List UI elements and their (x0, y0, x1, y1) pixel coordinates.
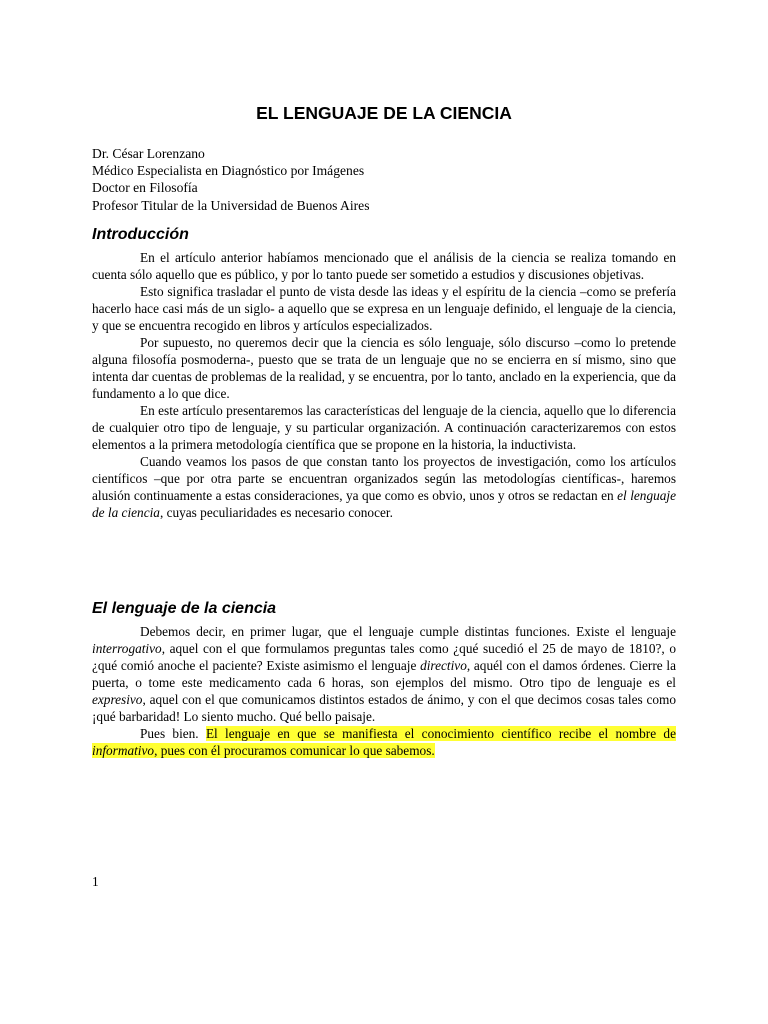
text-run: Debemos decir, en primer lugar, que el lenguaje cumple distintas funciones. Existe el lenguaje (140, 624, 676, 639)
emphasis-text: el lenguaje de la ciencia (92, 488, 676, 520)
author-block (92, 145, 676, 214)
author-degree: Doctor en Filosofía (92, 180, 198, 196)
paragraph (92, 725, 676, 759)
text-run: El lenguaje en que se manifiesta el conocimiento científico recibe el nombre de (205, 726, 676, 741)
section-lenguaje-ciencia (92, 623, 676, 759)
text-run: , aquel con el que comunicamos distintos estados de ánimo, y con el que decimos cosas tales como ¡qué barbaridad! Lo siento mucho. Qué bello paisaje. (92, 692, 676, 724)
emphasis-text: informativo (92, 743, 155, 758)
author-specialty: Médico Especialista en Diagnóstico por Imágenes (92, 163, 365, 179)
text-run: , aquél con el damos órdenes. Cierre la puerta, o tome este medicamento cada 6 horas, son ejemplos del mismo. Otro tipo de lenguaje es el (92, 658, 676, 690)
text-run: Cuando veamos los pasos de que constan tanto los proyectos de investigación, como los artículos científicos –que por otra parte se encuentran organizados según las metodologías científicas-, haremos alusión continuamente a estas consideraciones, ya que como es obvio, unos y otros se redactan en (92, 454, 676, 503)
paragraph: Por supuesto, no queremos decir que la ciencia es sólo lenguaje, sólo discurso –como lo pretende alguna filosofía posmoderna-, puesto que se trata de un lenguaje que no se encierra en sí mismo, sino que intenta dar cuentas de problemas de la realidad, y se encuentra, por lo tanto, anclado en la experiencia, que da fundamento a lo que dice. (92, 335, 676, 401)
emphasis-text: directivo (420, 658, 467, 673)
emphasis-text: interrogativo (92, 641, 162, 656)
paragraph: En el artículo anterior habíamos mencionado que el análisis de la ciencia se realiza tomando en cuenta sólo aquello que es público, y por lo tanto puede ser sometido a estudios y discusiones objetivas. (92, 250, 676, 282)
author-name: Dr. César Lorenzano (92, 146, 205, 161)
text-run: , cuyas peculiaridades es necesario conocer. (159, 505, 393, 520)
paragraph: Esto significa trasladar el punto de vista desde las ideas y el espíritu de la ciencia –como se prefería hacerlo hace casi más de un siglo- a aquello que se expresa en un lenguaje definido, el lenguaje de la ciencia, y que se encuentra recogido en libros y artículos especializados. (92, 284, 676, 333)
paragraph: En este artículo presentaremos las características del lenguaje de la ciencia, aquello que lo diferencia de cualquier otro tipo de lenguaje, y su particular organización. A continuación caracterizaremos con estos elementos a la primera metodología científica que se propone en la historia, la inductivista. (92, 403, 676, 452)
emphasis-text: expresivo (92, 692, 143, 707)
text-run: , pues con él procuramos comunicar lo que sabemos. (154, 743, 435, 758)
section-heading-lenguaje-ciencia: El lenguaje de la ciencia (92, 600, 277, 617)
text-run: Pues bien. (140, 726, 206, 741)
paragraph (92, 623, 676, 725)
text-run: , aquel con el que formulamos preguntas tales como ¿qué sucedió el 25 de mayo de 1810?, o ¿qué comió anoche el paciente? Existe asimismo el lenguaje (92, 641, 676, 673)
author-position: Profesor Titular de la Universidad de Buenos Aires (92, 197, 370, 213)
paragraph (92, 453, 676, 521)
section-introduccion (92, 249, 676, 521)
document-title: EL LENGUAJE DE LA CIENCIA (256, 103, 512, 123)
page-number: 1 (92, 874, 99, 889)
section-heading-introduccion: Introducción (92, 226, 189, 243)
